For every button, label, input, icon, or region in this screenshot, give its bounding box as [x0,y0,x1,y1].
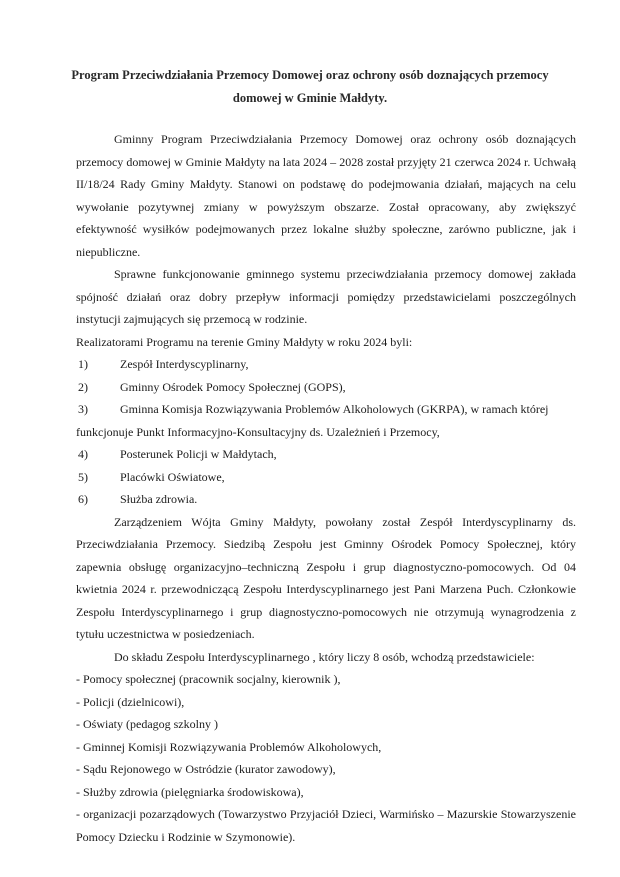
list-item-text: Posterunek Policji w Małdytach, [120,447,277,461]
document-body [76,128,576,848]
list-item: - Pomocy społecznej (pracownik socjalny, kierownik ), [76,672,341,686]
list-item: - Gminnej Komisji Rozwiązywania Problemów Alkoholowych, [76,739,382,754]
realizers-list [76,353,576,511]
list-item: - Sądu Rejonowego w Ostródzie (kurator zawodowy), [76,762,336,776]
list-item-text: Gminna Komisja Rozwiązywania Problemów Alkoholowych (GKRPA), w ramach której funkcjonuje Punkt Informacyjno-Konsultacyjny ds. Uzależnień i Przemocy, [76,402,549,439]
list-item [76,466,576,489]
list-item-number: 3) [78,402,88,416]
paragraph-interdisciplinary-team: Zarządzeniem Wójta Gminy Małdyty, powołany został Zespół Interdyscyplinarny ds. Przeciwdziałania Przemocy. Siedzibą Zespołu jest Gminny Ośrodek Pomocy Społecznej, który zapewnia obsługę organizacyjno–techniczną Zespołu i grup diagnostyczno-pomocowych. Od 04 kwietnia 2024 r. przewodniczącą Zespołu Interdyscyplinarnego jest Pani Marzena Puch. Członkowie Zespołu Interdyscyplinarnego i grup diagnostyczno-pomocowych nie otrzymują wynagrodzenia z tytułu uczestnictwa w posiedzeniach. [76,514,576,641]
list-item: - Służby zdrowia (pielęgniarka środowiskowa), [76,784,304,799]
list-item: - Policji (dzielnicowi), [76,694,185,709]
realizers-intro: Realizatorami Programu na terenie Gminy Małdyty w roku 2024 byli: [76,334,413,349]
list-item-text: Gminny Ośrodek Pomocy Społecznej (GOPS), [120,379,346,394]
list-item-number: 6) [78,492,88,506]
members-intro: Do składu Zespołu Interdyscyplinarnego , który liczy 8 osób, wchodzą przedstawiciele: [114,649,535,664]
list-item-number: 2) [78,379,88,394]
document-title: Program Przeciwdziałania Przemocy Domowej oraz ochrony osób doznających przemocy domowej w Gminie Małdyty. [71,68,549,105]
list-item: - Oświaty (pedagog szkolny ) [76,717,218,731]
list-item [76,488,576,511]
paragraph-system-coherence: Sprawne funkcjonowanie gminnego systemu przeciwdziałania przemocy domowej zakłada spójność działań oraz dobry przepływ informacji pomiędzy przedstawicielami poszczególnych instytucji zajmujących się przemocą w rodzinie. [76,267,576,326]
members-list [76,668,576,848]
list-item-number: 5) [78,469,88,484]
list-item-text: Zespół Interdyscyplinarny, [120,357,249,371]
list-item-number: 1) [78,357,88,371]
list-item: - organizacji pozarządowych (Towarzystwo Przyjaciół Dzieci, Warmińsko – Mazurskie Stowarzyszenie Pomocy Dziecku i Rodzinie w Szymonowie). [76,807,576,844]
list-item [76,353,576,376]
list-item [76,443,576,466]
list-item-text: Placówki Oświatowe, [120,469,225,484]
list-item-number: 4) [78,447,88,461]
list-item-text: Służba zdrowia. [120,492,198,506]
paragraph-program-adoption: Gminny Program Przeciwdziałania Przemocy Domowej oraz ochrony osób doznających przemocy domowej w Gminie Małdyty na lata 2024 – 2028 został przyjęty 21 czerwca 2024 r. Uchwałą II/18/24 Rady Gminy Małdyty. Stanowi on podstawę do podejmowania działań, mających na celu wywołanie pozytywnej zmiany w powyższym obszarze. Został opracowany, aby zwiększyć efektywność wysiłków podejmowanych przez lokalne służby społeczne, zarówno publiczne, jak i niepubliczne. [76,132,576,259]
list-item [76,398,576,443]
list-item [76,376,576,399]
